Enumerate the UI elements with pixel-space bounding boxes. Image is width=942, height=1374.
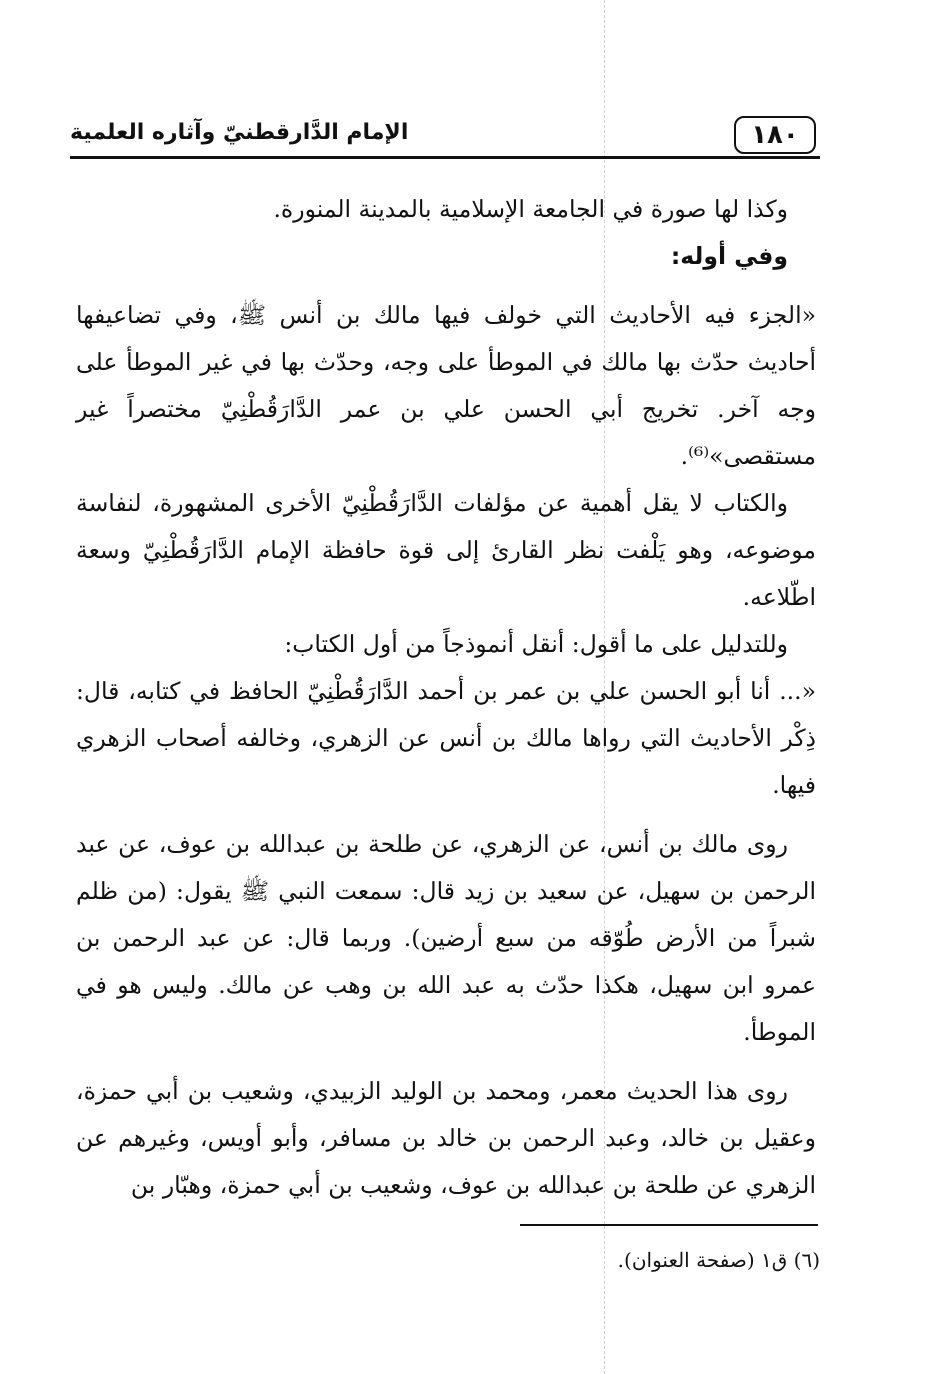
paragraph: روى هذا الحديث معمر، ومحمد بن الوليد الزبيدي، وشعيب بن أبي حمزة، وعقيل بن خالد، وعبد الرحمن بن خالد بن مسافر، وأبو أويس، وغيرهم عن الزهري عن طلحة بن عبدالله بن عوف، وشعيب بن أبي حمزة، وهبّار بن <box>76 1077 816 1199</box>
page-number-badge: ١٨٠ <box>734 116 816 154</box>
header-rule <box>70 156 820 159</box>
paragraph: وكذا لها صورة في الجامعة الإسلامية بالمدينة المنورة. <box>273 195 788 223</box>
paragraph: وللتدليل على ما أقول: أنقل أنموذجاً من أول الكتاب: <box>284 630 788 658</box>
paragraph: والكتاب لا يقل أهمية عن مؤلفات الدَّارَقُطْنِيّ الأخرى المشهورة، لنفاسة موضوعه، وهو يَلْفت نظر القارئ إلى قوة حافظة الإمام الدَّارَقُطْنِيّ وسعة اطّلاعه. <box>76 489 816 611</box>
footnote: (٦) ق١ (صفحة العنوان). <box>617 1248 820 1272</box>
quote-paragraph: «... أنا أبو الحسن علي بن عمر بن أحمد الدَّارَقُطْنِيّ الحافظ في كتابه، قال: ذِكْر الأحاديث التي رواها مالك بن أنس عن الزهري، وخالفه أصحاب الزهري فيها. <box>76 677 816 799</box>
book-title: الإمام الدَّارقطنيّ وآثاره العلمية <box>70 120 409 145</box>
section-heading: وفي أوله: <box>670 242 788 270</box>
paragraph: روى مالك بن أنس، عن الزهري، عن طلحة بن عبدالله بن عوف، عن عبد الرحمن بن سهيل، عن سعيد بن زيد قال: سمعت النبي ﷺ يقول: (من ظلم شبراً من الأرض طُوّقه من سبع أرضين). وربما قال: عن عبد الرحمن بن عمرو ابن سهيل، هكذا حدّث به عبد الله بن وهب عن مالك. وليس هو في الموطأ. <box>76 830 816 1046</box>
running-header <box>70 112 820 158</box>
footnote-rule <box>520 1224 818 1226</box>
quote-paragraph: «الجزء فيه الأحاديث التي خولف فيها مالك بن أنس ﷺ، وفي تضاعيفها أحاديث حدّث بها مالك في الموطأ على وجه، وحدّث بها في غير الموطأ على وجه آخر. تخريج أبي الحسن علي بن عمر الدَّارَقُطْنِيّ مختصراً غير مستقصى»⁽⁶⁾. <box>76 301 816 470</box>
body-text <box>76 186 816 1209</box>
